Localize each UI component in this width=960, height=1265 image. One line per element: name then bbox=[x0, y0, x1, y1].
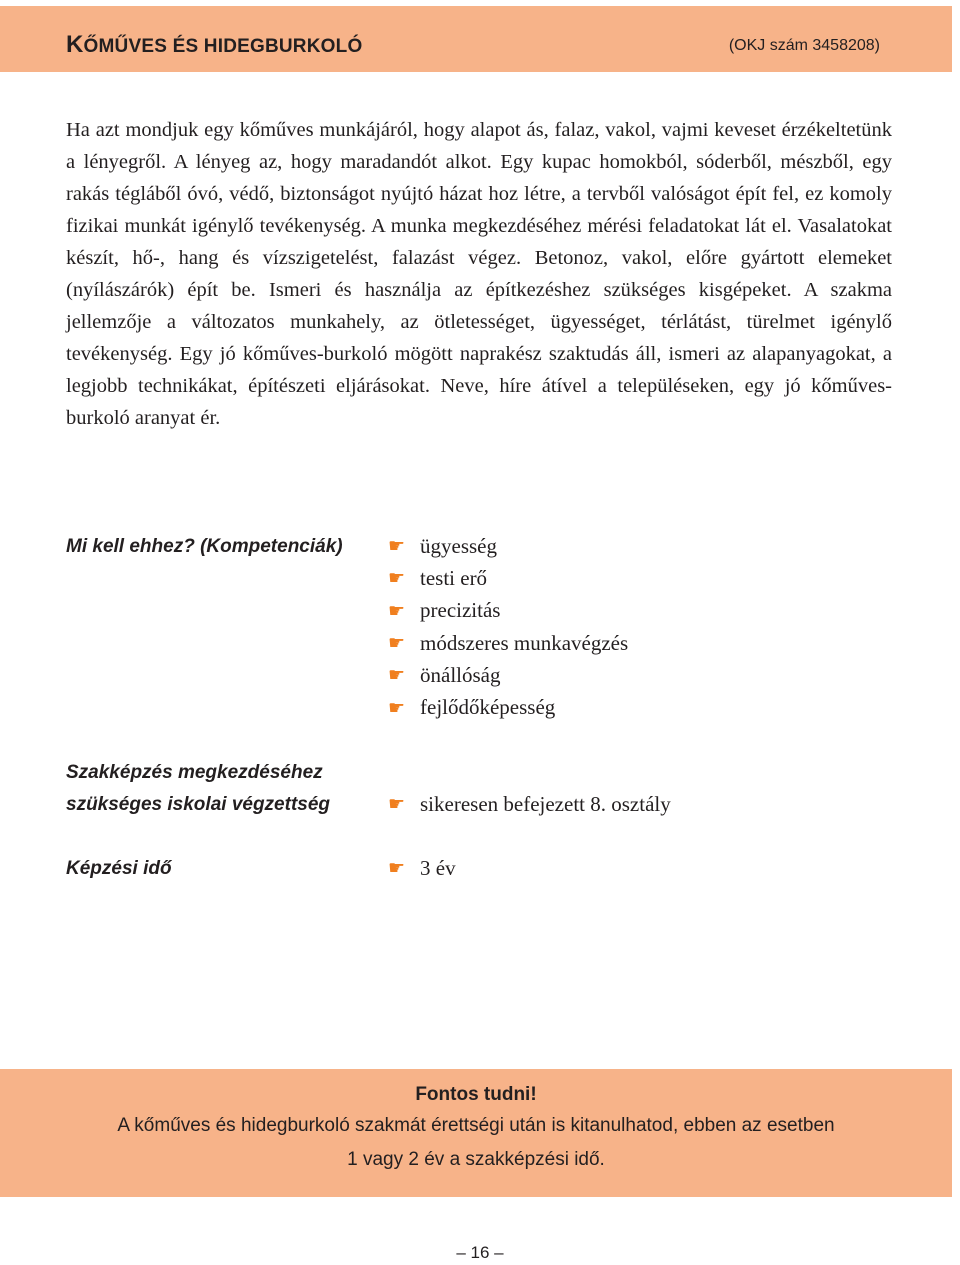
list-item: ☛ módszeres munkavégzés bbox=[388, 630, 629, 655]
notice-title: Fontos tudni! bbox=[415, 1084, 537, 1105]
header-bar bbox=[0, 6, 952, 72]
duration-label: Képzési idő bbox=[66, 858, 172, 879]
pointing-hand-icon: ☛ bbox=[388, 632, 406, 655]
pointing-hand-icon: ☛ bbox=[388, 567, 406, 590]
pointing-hand-icon: ☛ bbox=[388, 535, 406, 558]
page-title: KŐMŰVES ÉS HIDEGBURKOLÓ bbox=[66, 31, 363, 58]
list-item: ☛ ügyesség bbox=[388, 533, 497, 558]
list-item: ☛ precizitás bbox=[388, 598, 501, 623]
notice-line-2: 1 vagy 2 év a szakképzési idő. bbox=[347, 1149, 605, 1170]
list-item: ☛ testi erő bbox=[388, 565, 488, 590]
competencies-label: Mi kell ehhez? (Kompetenciák) bbox=[66, 536, 343, 557]
competencies-list bbox=[388, 530, 628, 724]
pointing-hand-icon: ☛ bbox=[388, 664, 406, 687]
list-item: ☛ 3 év bbox=[388, 855, 456, 880]
duration-list bbox=[388, 852, 456, 884]
list-item: ☛ fejlődőképesség bbox=[388, 695, 556, 720]
list-item: ☛ önállóság bbox=[388, 662, 501, 687]
pointing-hand-icon: ☛ bbox=[388, 599, 406, 622]
education-list bbox=[388, 788, 671, 820]
notice-box bbox=[0, 1069, 952, 1197]
list-item: ☛ sikeresen befejezett 8. osztály bbox=[388, 791, 671, 816]
pointing-hand-icon: ☛ bbox=[388, 793, 406, 816]
pointing-hand-icon: ☛ bbox=[388, 696, 406, 719]
page-number: – 16 – bbox=[456, 1243, 504, 1262]
notice-line-1: A kőműves és hidegburkoló szakmát érettségi után is kitanulhatod, ebben az esetben bbox=[117, 1115, 835, 1136]
pointing-hand-icon: ☛ bbox=[388, 857, 406, 880]
okj-code: (OKJ szám 3458208) bbox=[728, 37, 880, 54]
education-label-line1: Szakképzés megkezdéséhez bbox=[66, 762, 323, 783]
education-label-line2: szükséges iskolai végzettség bbox=[66, 794, 331, 815]
intro-paragraph: Ha azt mondjuk egy kőműves munkájáról, hogy alapot ás, falaz, vakol, vajmi keveset érzékeltetünk a lényegről. A lényeg az, hogy maradandót alkot. Egy kupac homokból, sóderből, mészből, egy rakás tégláből óvó, védő, biztonságot nyújtó házat hoz létre, a tervből valóságot épít fel, ez komoly fizikai munkát igénylő tevékenység. A munka megkezdéséhez mérési feladatokat lát el. Vasalatokat készít, hő-, hang és vízszigetelést, falazást végez. Betonoz, vakol, előre gyártott elemeket (nyílászárók) épít be. Ismeri és használja az építkezéshez szükséges kisgépeket. A szakma jellemzője a változatos munkahely, az ötletességet, ügyességet, térlátást, türelmet igénylő tevékenység. Egy jó kőműves-burkoló mögött naprakész szaktudás áll, ismeri az alapanyagokat, a legjobb technikákat, építészeti eljárásokat. Neve, híre átível a településeken, egy jó kőműves-burkoló aranyat ér. bbox=[66, 119, 892, 429]
